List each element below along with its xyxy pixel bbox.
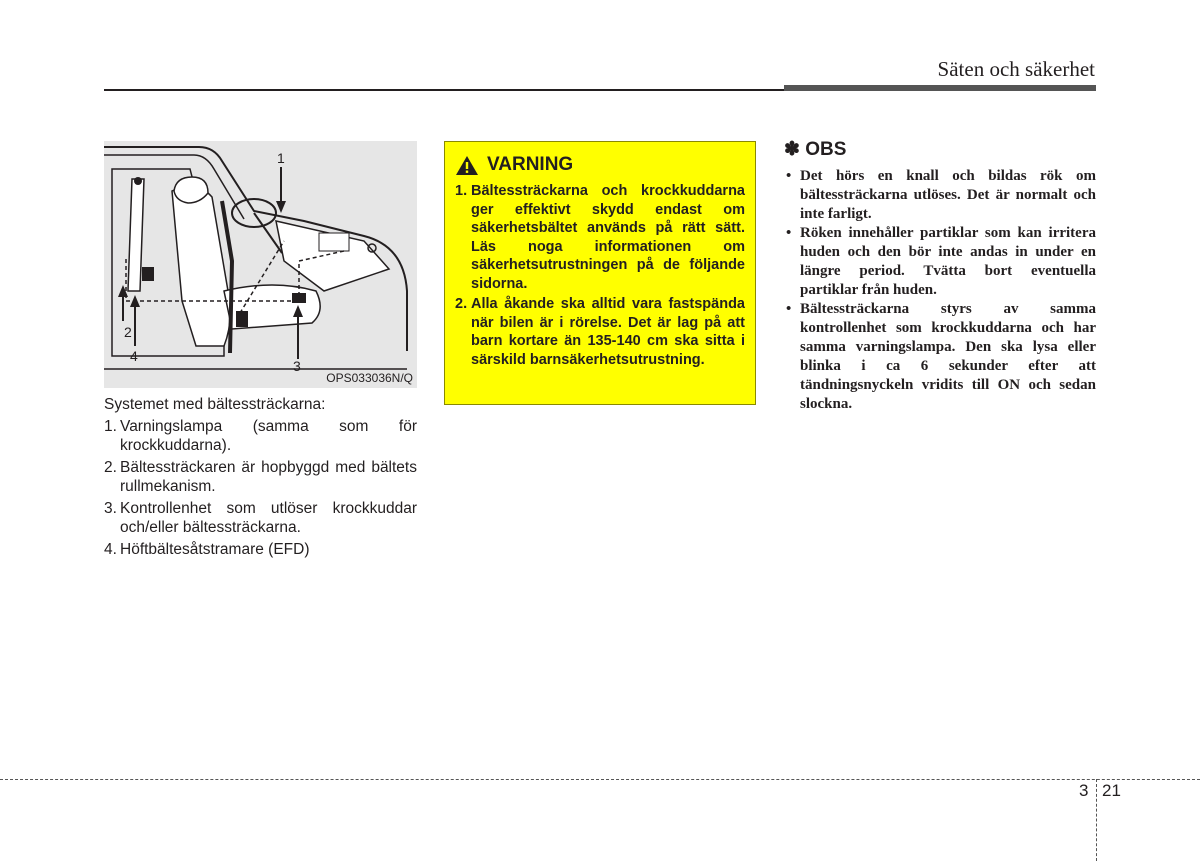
list-item [455, 182, 745, 293]
item-text: Röken innehåller partiklar som kan irritera huden och den bör inte andas in under en längre period. Tvätta bort eventuella partiklar från huden. [800, 225, 1096, 298]
bullet-icon: • [786, 301, 792, 317]
item-text: Bältessträckaren är hopbyggd med bältets rullmekanism. [120, 459, 417, 495]
header-rule [104, 89, 784, 91]
chapter-number: 3 [1079, 781, 1089, 800]
item-text: Varningslampa (samma som för krockkuddarna). [120, 418, 417, 454]
list-item [455, 295, 745, 369]
item-text: Bältessträckarna styrs av samma kontrollenhet som krockkuddarna och har samma varningslampa. Den ska lysa eller blinka i ca 6 sekunder efter att tändningsnyckeln vridits till ON och sedan slockna. [800, 301, 1096, 412]
bullet-icon: • [786, 168, 792, 184]
item-number: 2. [455, 296, 468, 312]
page-number: 21 [1102, 781, 1121, 800]
seatbelt-pretensioner-illustration [104, 141, 417, 388]
warning-box [444, 141, 756, 405]
list-item [104, 540, 417, 559]
list-item [784, 224, 1096, 300]
figure-legend [104, 395, 417, 562]
bullet-icon: • [786, 225, 792, 241]
list-item [784, 167, 1096, 224]
section-title: Säten och säkerhet [937, 57, 1095, 81]
item-text: Det hörs en knall och bildas rök om bältessträckarna utlöses. Det är normalt och inte farligt. [800, 168, 1096, 222]
item-number: 4. [104, 541, 117, 558]
warning-list [455, 182, 745, 369]
list-item [104, 458, 417, 496]
list-item [104, 417, 417, 455]
list-item [784, 300, 1096, 414]
figure-code: OPS033036N/Q [326, 371, 413, 385]
note-title: ✽ OBS [784, 139, 847, 160]
callout-4: 4 [130, 348, 138, 364]
callout-2: 2 [124, 324, 132, 340]
note-section [784, 138, 1096, 414]
item-number: 3. [104, 500, 117, 517]
legend-intro: Systemet med bältessträckarna: [104, 396, 326, 413]
callout-1: 1 [277, 150, 285, 166]
car-interior-drawing [104, 141, 417, 388]
warning-header [455, 154, 745, 176]
footer-divider [1096, 779, 1097, 861]
item-number: 1. [455, 183, 468, 199]
callout-3: 3 [293, 358, 301, 374]
item-text: Alla åkande ska alltid vara fastspända när bilen är i rörelse. Det är lag på att barn kortare än 135-140 cm ska sitta i särskild barnsäkerhetsutrustning. [471, 296, 745, 368]
item-number: 2. [104, 459, 117, 476]
warning-triangle-icon [455, 155, 479, 176]
item-text: Höftbältesåtstramare (EFD) [120, 541, 310, 558]
note-list [784, 167, 1096, 414]
item-text: Kontrollenhet som utlöser krockkuddar och/eller bältessträckarna. [120, 500, 417, 536]
item-text: Bältessträckarna och krockkuddarna ger effektivt skydd endast om säkerhetsbältet används på rätt sätt. Läs noga informationen om säkerhetsutrustningen på de följande sidorna. [471, 183, 745, 292]
item-number: 1. [104, 418, 117, 435]
footer-rule [0, 779, 1200, 780]
warning-title: VARNING [487, 154, 574, 175]
header-rule-accent [784, 85, 1096, 91]
list-item [104, 499, 417, 537]
legend-list [104, 417, 417, 559]
